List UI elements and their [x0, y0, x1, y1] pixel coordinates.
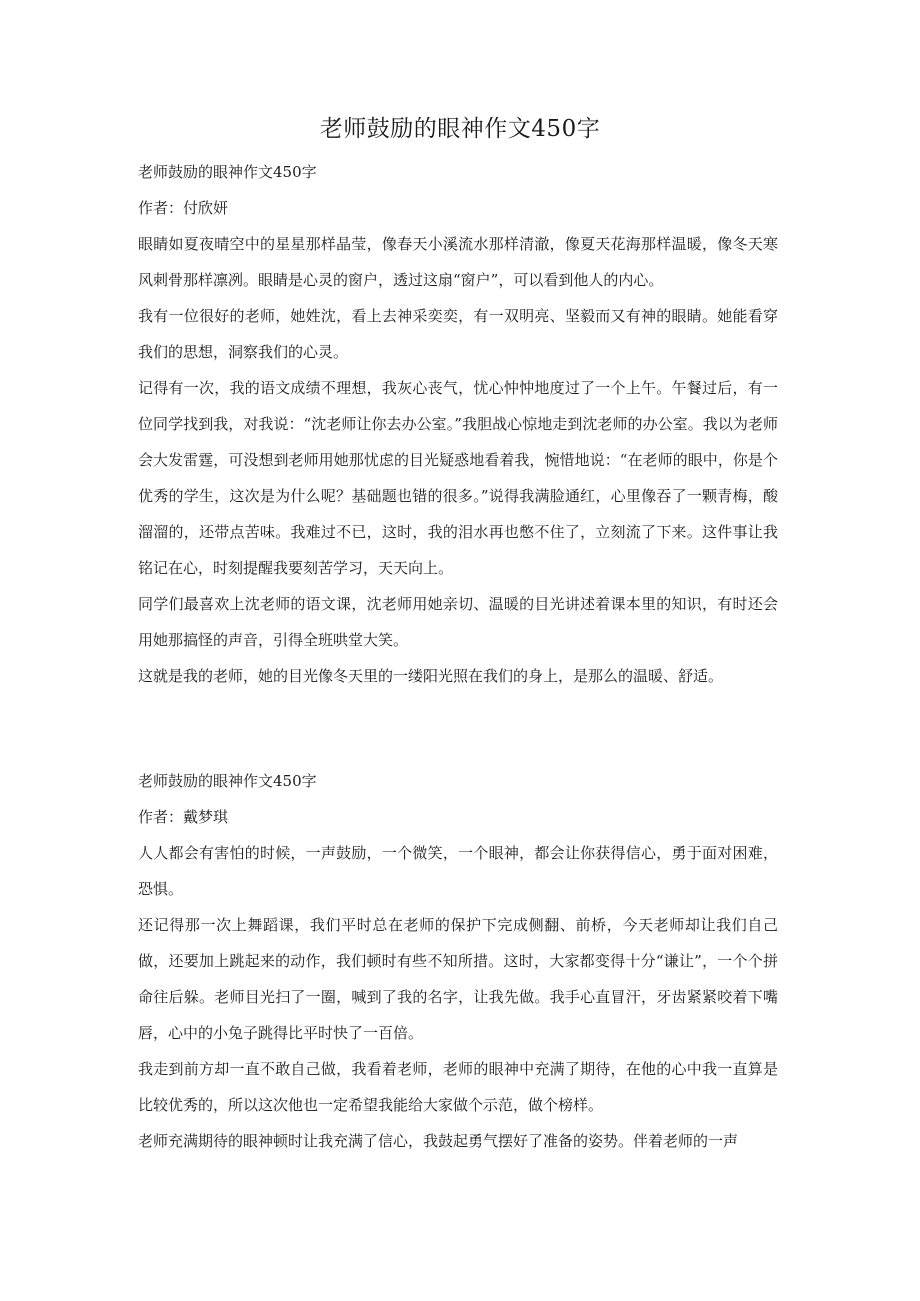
essay-heading: 老师鼓励的眼神作文450字 — [138, 772, 317, 790]
essay-paragraph: 眼睛如夏夜晴空中的星星那样晶莹，像春天小溪流水那样清澈，像夏天花海那样温暖，像冬天寒风刺骨那样凛冽。眼睛是心灵的窗户，透过这扇“窗户”，可以看到他人的内心。 — [138, 235, 778, 289]
essay-paragraph: 同学们最喜欢上沈老师的语文课，沈老师用她亲切、温暖的目光讲述着课本里的知识，有时还会用她那搞怪的声音，引得全班哄堂大笑。 — [138, 595, 778, 649]
essay-paragraph: 还记得那一次上舞蹈课，我们平时总在老师的保护下完成侧翻、前桥，今天老师却让我们自己做，还要加上跳起来的动作，我们顿时有些不知所措。这时，大家都变得十分“谦让”，一个个拼命往后躲。老师目光扫了一圈，喊到了我的名字，让我先做。我手心直冒汗，牙齿紧紧咬着下嘴唇，心中的小兔子跳得比平时快了一百倍。 — [138, 916, 778, 1042]
essay-section — [138, 154, 778, 694]
essay-paragraph: 记得有一次，我的语文成绩不理想，我灰心丧气，忧心忡忡地度过了一个上午。午餐过后，有一位同学找到我，对我说：“沈老师让你去办公室。”我胆战心惊地走到沈老师的办公室。我以为老师会大发雷霆，可没想到老师用她那忧虑的目光疑惑地看着我，惋惜地说：“在老师的眼中，你是个优秀的学生，这次是为什么呢？基础题也错的很多。”说得我满脸通红，心里像吞了一颗青梅，酸溜溜的，还带点苦味。我难过不已，这时，我的泪水再也憋不住了，立刻流了下来。这件事让我铭记在心，时刻提醒我要刻苦学习，天天向上。 — [138, 379, 778, 577]
essay-paragraph: 这就是我的老师，她的目光像冬天里的一缕阳光照在我们的身上，是那么的温暖、舒适。 — [138, 667, 724, 685]
document-title: 老师鼓励的眼神作文450字 — [319, 116, 601, 142]
essay-paragraph: 人人都会有害怕的时候，一声鼓励，一个微笑，一个眼神，都会让你获得信心，勇于面对困难，恐惧。 — [138, 844, 778, 898]
essay-author: 作者：戴梦琪 — [138, 808, 229, 826]
essay-paragraph: 我走到前方却一直不敢自己做，我看着老师，老师的眼神中充满了期待，在他的心中我一直算是比较优秀的，所以这次他也一定希望我能给大家做个示范，做个榜样。 — [138, 1060, 778, 1114]
essay-section — [138, 763, 778, 1159]
essay-paragraph: 老师充满期待的眼神顿时让我充满了信心，我鼓起勇气摆好了准备的姿势。伴着老师的一声 — [138, 1132, 739, 1150]
essay-heading: 老师鼓励的眼神作文450字 — [138, 163, 317, 181]
essay-paragraph: 我有一位很好的老师，她姓沈，看上去神采奕奕，有一双明亮、坚毅而又有神的眼睛。她能看穿我们的思想，洞察我们的心灵。 — [138, 307, 778, 361]
essay-author: 作者：付欣妍 — [138, 199, 229, 217]
